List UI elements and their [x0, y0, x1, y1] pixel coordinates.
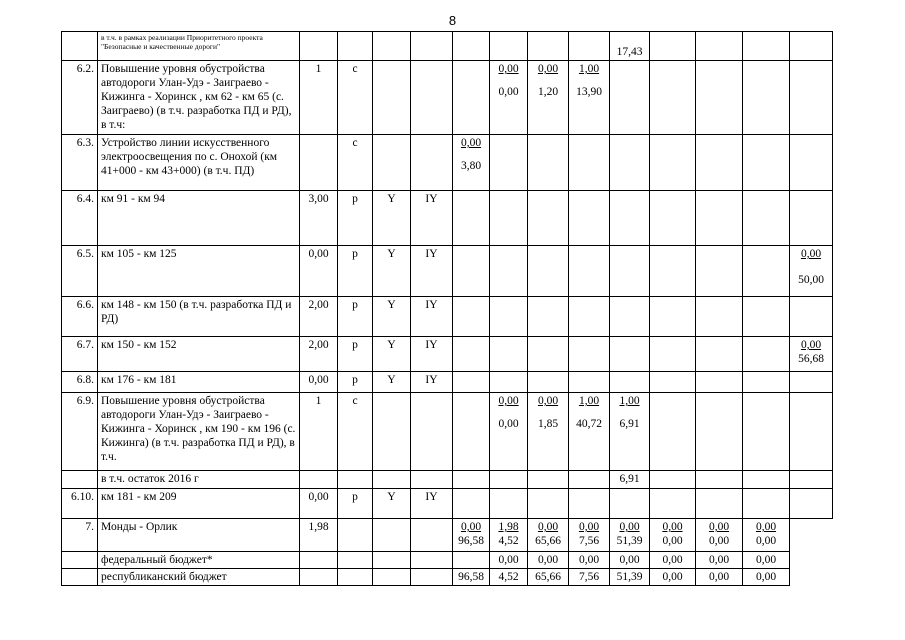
value-cell: Y: [373, 489, 411, 519]
row-description: Повышение уровня обустройства автодороги Улан-Удэ - Заиграево - Кижинга - Хоринск , км 190 - км 196 (с. Кижинга) (в т.ч. разработка ПД и РД), в т.ч.: [98, 393, 300, 471]
value-cell: 1: [300, 393, 338, 471]
table-row: [62, 135, 833, 191]
value-cell: 0,00 56,68: [790, 337, 833, 372]
value-cell: 0,00 0,00: [696, 519, 743, 552]
value-cell: 0,00: [743, 552, 790, 569]
value-cell: 0,00: [300, 489, 338, 519]
value-cell: IY: [411, 489, 453, 519]
row-description: в т.ч. в рамках реализации Приоритетного проекта "Безопасные и качественные дороги": [98, 32, 300, 61]
value-cell: Y: [373, 372, 411, 393]
row-description: республиканский бюджет: [98, 569, 300, 586]
value-cell: 17,43: [610, 32, 650, 61]
value-cell: 0,00: [490, 552, 528, 569]
value-cell: 0,00 96,58: [453, 519, 490, 552]
value-cell: 1: [300, 61, 338, 135]
row-description: федеральный бюджет*: [98, 552, 300, 569]
value-cell: 0,00: [650, 552, 696, 569]
value-cell: Y: [373, 246, 411, 297]
value-cell: 2,00: [300, 337, 338, 372]
row-description: км 181 - км 209: [98, 489, 300, 519]
value-cell: 0,00: [650, 569, 696, 586]
value-cell: Y: [373, 297, 411, 337]
row-description: Повышение уровня обустройства автодороги Улан-Удэ - Заиграево - Кижинга - Хоринск , км 62 - км 65 (с. Заиграево) (в т.ч. разработка ПД и РД), в т.ч:: [98, 61, 300, 135]
value-cell: IY: [411, 297, 453, 337]
row-description: Устройство линии искусственного электроосвещения по с. Онохой (км 41+000 - км 43+000) (в т.ч. ПД): [98, 135, 300, 191]
table-row: [62, 61, 833, 135]
table-row: [62, 552, 833, 569]
table-row: [62, 32, 833, 61]
row-number: 6.4.: [62, 191, 98, 246]
row-description: км 148 - км 150 (в т.ч. разработка ПД и РД): [98, 297, 300, 337]
value-cell: 0,00 3,80: [453, 135, 490, 191]
value-cell: Y: [373, 337, 411, 372]
value-cell: Y: [373, 191, 411, 246]
row-description: в т.ч. остаток 2016 г: [98, 471, 300, 489]
value-cell: 65,66: [528, 569, 569, 586]
value-cell: р: [338, 191, 373, 246]
value-cell: р: [338, 372, 373, 393]
value-cell: 0,00: [528, 552, 569, 569]
value-cell: 0,00 7,56: [569, 519, 610, 552]
value-cell: 0,00: [743, 569, 790, 586]
value-cell: с: [338, 393, 373, 471]
value-cell: с: [338, 135, 373, 191]
value-cell: 0,00 1,85: [528, 393, 569, 471]
table-row: [62, 569, 833, 586]
table-row: [62, 471, 833, 489]
table-row: [62, 519, 833, 552]
value-cell: IY: [411, 372, 453, 393]
row-number: 7.: [62, 519, 98, 552]
row-number: 6.7.: [62, 337, 98, 372]
value-cell: 1,00 6,91: [610, 393, 650, 471]
row-description: Монды - Орлик: [98, 519, 300, 552]
row-number: [62, 471, 98, 489]
value-cell: 0,00 1,20: [528, 61, 569, 135]
value-cell: 0,00: [610, 552, 650, 569]
value-cell: 96,58: [453, 569, 490, 586]
table-row: [62, 337, 833, 372]
table-row: [62, 372, 833, 393]
value-cell: 0,00 0,00: [490, 61, 528, 135]
value-cell: IY: [411, 246, 453, 297]
row-number: 6.5.: [62, 246, 98, 297]
value-cell: 2,00: [300, 297, 338, 337]
row-number: [62, 552, 98, 569]
value-cell: 0,00 65,66: [528, 519, 569, 552]
value-cell: 1,98 4,52: [490, 519, 528, 552]
value-cell: 1,00 13,90: [569, 61, 610, 135]
value-cell: с: [338, 61, 373, 135]
value-cell: 0,00 0,00: [650, 519, 696, 552]
page-number: 8: [448, 13, 457, 28]
value-cell: 0,00: [696, 569, 743, 586]
row-description: км 91 - км 94: [98, 191, 300, 246]
value-cell: 51,39: [610, 569, 650, 586]
row-number: 6.6.: [62, 297, 98, 337]
row-number: 6.2.: [62, 61, 98, 135]
row-description: км 105 - км 125: [98, 246, 300, 297]
value-cell: 0,00 0,00: [490, 393, 528, 471]
value-cell: 0,00: [300, 372, 338, 393]
row-number: 6.3.: [62, 135, 98, 191]
row-number: [62, 32, 98, 61]
row-number: 6.10.: [62, 489, 98, 519]
value-cell: IY: [411, 337, 453, 372]
value-cell: 0,00 51,39: [610, 519, 650, 552]
table-row: [62, 246, 833, 297]
table-row: [62, 297, 833, 337]
value-cell: 1,00 40,72: [569, 393, 610, 471]
row-description: км 150 - км 152: [98, 337, 300, 372]
road-works-table: [61, 31, 833, 586]
value-cell: р: [338, 489, 373, 519]
row-number: 6.9.: [62, 393, 98, 471]
value-cell: р: [338, 246, 373, 297]
value-cell: 0,00: [300, 246, 338, 297]
value-cell: р: [338, 337, 373, 372]
value-cell: 6,91: [610, 471, 650, 489]
value-cell: 0,00 50,00: [790, 246, 833, 297]
table-row: [62, 191, 833, 246]
value-cell: 4,52: [490, 569, 528, 586]
value-cell: р: [338, 297, 373, 337]
value-cell: [453, 552, 490, 569]
value-cell: 0,00 0,00: [743, 519, 790, 552]
value-cell: 7,56: [569, 569, 610, 586]
value-cell: 3,00: [300, 191, 338, 246]
value-cell: 0,00: [696, 552, 743, 569]
table-row: [62, 489, 833, 519]
row-number: [62, 569, 98, 586]
value-cell: IY: [411, 191, 453, 246]
value-cell: 1,98: [300, 519, 338, 552]
table-row: [62, 393, 833, 471]
row-number: 6.8.: [62, 372, 98, 393]
value-cell: 0,00: [569, 552, 610, 569]
row-description: км 176 - км 181: [98, 372, 300, 393]
